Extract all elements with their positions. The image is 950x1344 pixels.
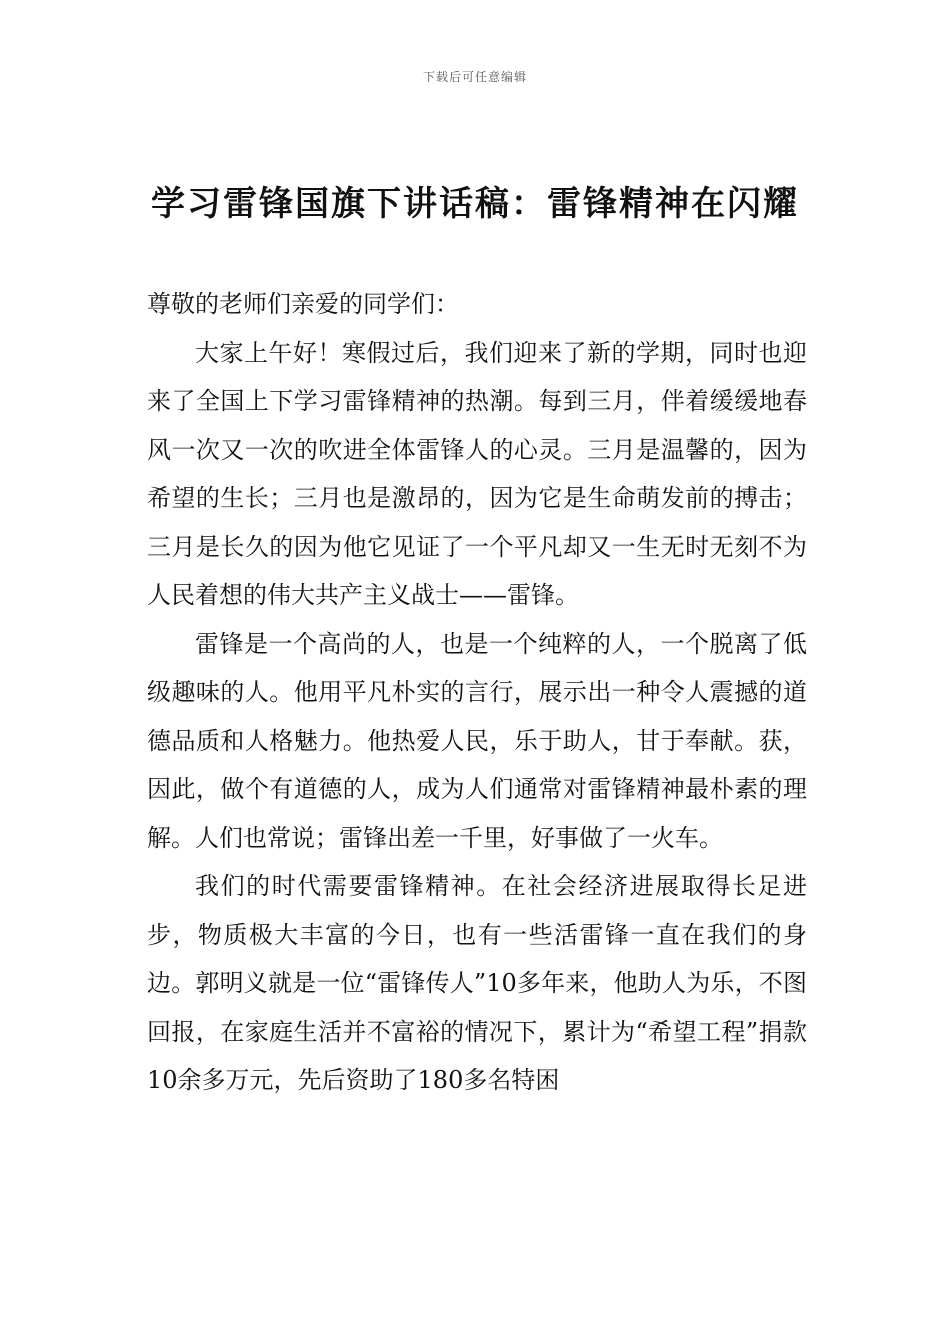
paragraph-3: 我们的时代需要雷锋精神。在社会经济进展取得长足进步，物质极大丰富的今日，也有一些活雷锋一直在我们的身边。郭明义就是一位“雷锋传人”10多年来，他助人为乐，不图回报，在家庭生活并不富裕的情况下，累计为“希望工程”捐款10余多万元，先后资助了180多名特困 (147, 872, 807, 1094)
header-note: 下载后可任意编辑 (422, 70, 527, 84)
paragraph-2: 雷锋是一个高尚的人，也是一个纯粹的人，一个脱离了低级趣味的人。他用平凡朴实的言行，展示出一种令人震撼的道德品质和人格魅力。他热爱人民，乐于助人，甘于奉献。获，因此，做个有道德的人，成为人们通常对雷锋精神最朴素的理解。人们也常说；雷锋出差一千里，好事做了一火车。 (147, 629, 807, 852)
document-body (147, 280, 807, 1105)
paragraph-1: 大家上午好！寒假过后，我们迎来了新的学期，同时也迎来了全国上下学习雷锋精神的热潮。每到三月，伴着缓缓地春风一次又一次的吹进全体雷锋人的心灵。三月是温馨的，因为希望的生长；三月也是激昂的，因为它是生命萌发前的搏击；三月是长久的因为他它见证了一个平凡却又一生无时无刻不为人民着想的伟大共产主义战士——雷锋。 (147, 338, 807, 609)
document-title: 学习雷锋国旗下讲话稿：雷锋精神在闪耀 (151, 184, 799, 224)
salutation: 尊敬的老师们亲爱的同学们： (147, 290, 459, 318)
